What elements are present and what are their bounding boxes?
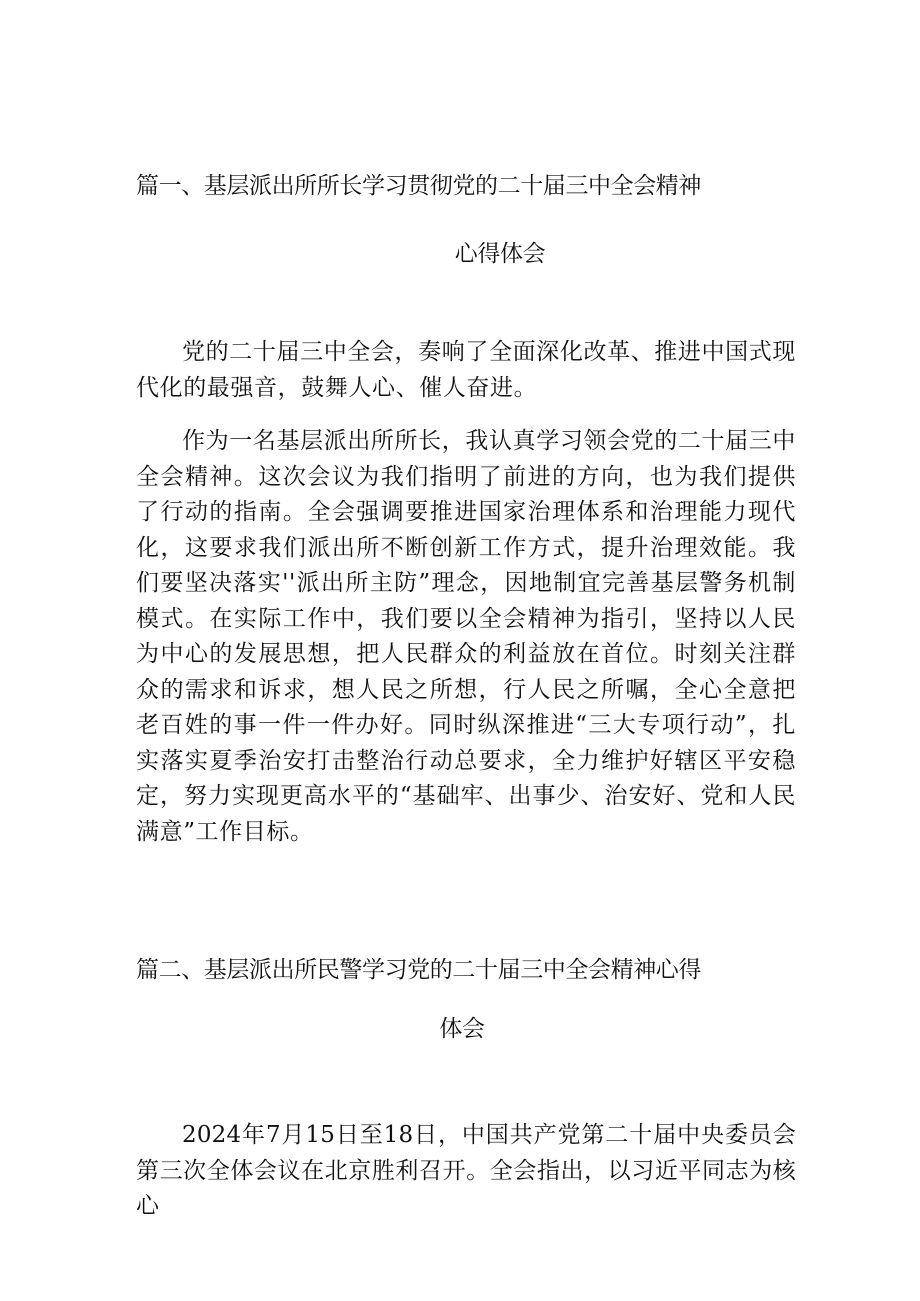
section1-paragraph2: 作为一名基层派出所所长，我认真学习领会党的二十届三中全会精神。这次会议为我们指明了前进的方向，也为我们提供了行动的指南。全会强调要推进国家治理体系和治理能力现代化，这要求我们派出所不断创新工作方式，提升治理效能。我们要坚决落实''派出所主防”理念，因地制宜完善基层警务机制模式。在实际工作中，我们要以全会精神为指引，坚持以人民为中心的发展思想，把人民群众的利益放在首位。时刻关注群众的需求和诉求，想人民之所想，行人民之所嘱，全心全意把老百姓的事一件一件办好。同时纵深推进“三大专项行动”，扎实落实夏季治安打击整治行动总要求，全力维护好辖区平安稳定，努力实现更高水平的“基础牢、出事少、治安好、党和人民满意”工作目标。 <box>136 428 796 845</box>
section1-title-line1: 篇一、基层派出所所长学习贯彻党的二十届三中全会精神 <box>136 173 702 199</box>
section2-title-line2: 体会 <box>439 1016 485 1042</box>
section1-title-line2: 心得体会 <box>454 241 546 267</box>
section2-title-line1: 篇二、基层派出所民警学习党的二十届三中全会精神心得 <box>136 957 702 983</box>
section1-paragraph1: 党的二十届三中全会，奏响了全面深化改革、推进中国式现代化的最强音，鼓舞人心、催人奋进。 <box>136 339 796 401</box>
section2-paragraph1: 2024年7月15日至18日，中国共产党第二十届中央委员会第三次全体会议在北京胜利召开。全会指出，以习近平同志为核心 <box>136 1122 796 1219</box>
